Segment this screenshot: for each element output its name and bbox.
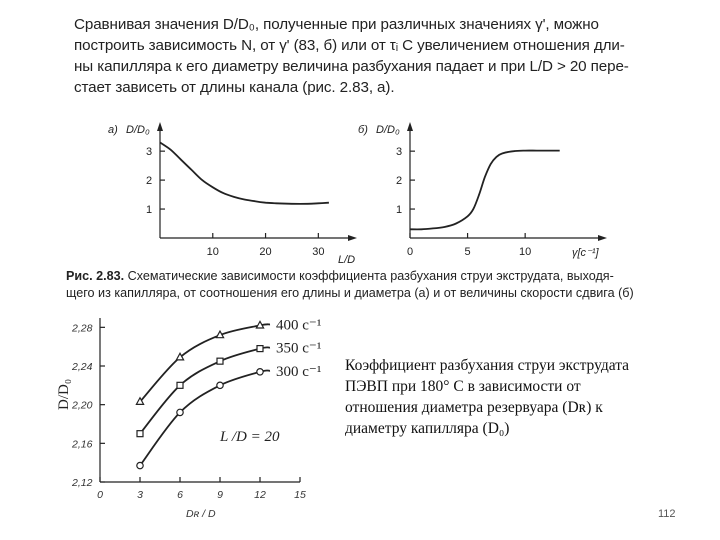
- y-tick-label: 3: [146, 146, 153, 159]
- chart-a-x-arrow: [348, 235, 357, 241]
- caption-line: Схематические зависимости коэффициента разбухания струи экструдата, выходя-: [124, 269, 614, 283]
- y-tick-label: 3: [396, 146, 403, 159]
- panel-a-label: а): [108, 124, 118, 136]
- data-point: [177, 382, 183, 388]
- x-tick-label: 6: [177, 489, 183, 501]
- y-tick-label: 2,28: [72, 322, 93, 335]
- figure-caption: [66, 268, 666, 302]
- note-line: отношения диаметра резервуара (Dʀ) к: [345, 399, 603, 416]
- y-tick-label: 2,20: [72, 399, 93, 412]
- x-tick-label: 5: [464, 246, 471, 258]
- data-point: [137, 431, 143, 437]
- chart-a-series-line: [160, 143, 329, 204]
- caption-line: щего из капилляра, от соотношения его длины и диаметра (а) и от величины скорости сдвига (б): [66, 286, 634, 300]
- data-point: [217, 358, 223, 364]
- y-tick-label: 2: [146, 175, 153, 188]
- chart-b-ylabel: D/D₀: [376, 124, 400, 136]
- chart-b-y-arrow: [407, 122, 413, 131]
- page-number: 112: [658, 508, 676, 520]
- paragraph-line: ны капилляра к его диаметру величина разбухания падает и при L/D > 20 пере-: [74, 58, 629, 75]
- y-tick-label: 2,24: [72, 361, 93, 373]
- data-point: [257, 346, 263, 352]
- series-line: [140, 370, 270, 465]
- chart-a-xlabel: L/D: [338, 254, 356, 266]
- chart-c-ylabel: D/D₀: [56, 378, 72, 410]
- series-label: 400 с⁻¹: [276, 317, 322, 334]
- data-point: [257, 369, 263, 375]
- paragraph-line: стает зависеть от длины канала (рис. 2.83, а).: [74, 79, 395, 96]
- chart-a-y-arrow: [157, 122, 163, 131]
- note-line: Коэффициент разбухания струи экструдата: [345, 357, 630, 374]
- chart-b-xlabel: γ[c⁻¹]: [572, 247, 599, 259]
- chart-a: [108, 122, 357, 266]
- chart-b-x-arrow: [598, 235, 607, 241]
- paragraph-line: построить зависимость N, от γ' (83, б) или от τᵢ С увеличением отношения дли-: [74, 37, 625, 54]
- x-tick-label: 20: [259, 246, 272, 258]
- data-point: [137, 462, 143, 468]
- paragraph-line: Сравнивая значения D/D₀, полученные при различных значениях γ', можно: [74, 16, 599, 33]
- y-tick-label: 1: [396, 204, 403, 217]
- series-label: 300 с⁻¹: [276, 363, 322, 380]
- x-tick-label: 15: [294, 489, 306, 501]
- y-tick-label: 2,12: [72, 477, 93, 489]
- x-tick-label: 30: [312, 246, 325, 258]
- chart-b-series-line: [410, 151, 560, 230]
- series-label: 350 с⁻¹: [276, 340, 322, 357]
- x-tick-label: 0: [406, 246, 414, 258]
- chart-c-annotation: L /D = 20: [220, 429, 280, 445]
- series-line: [140, 347, 270, 433]
- chart-c: [56, 317, 321, 520]
- x-tick-label: 10: [519, 246, 532, 258]
- x-tick-label: 9: [217, 489, 223, 501]
- panel-b-label: б): [358, 124, 368, 136]
- data-point: [217, 382, 223, 388]
- caption-label: Рис. 2.83.: [66, 269, 125, 283]
- chart-c-xlabel: Dʀ / D: [186, 508, 216, 520]
- chart-b: [358, 122, 607, 259]
- y-tick-label: 2: [396, 175, 403, 188]
- x-tick-label: 10: [206, 246, 219, 258]
- x-tick-label: 3: [137, 489, 143, 501]
- chart-a-ylabel: D/D₀: [126, 124, 150, 136]
- series-line: [140, 324, 270, 402]
- y-tick-label: 2,16: [72, 438, 93, 451]
- data-point: [177, 409, 183, 415]
- note-line: диаметру капилляра (D₀): [345, 420, 510, 437]
- y-tick-label: 1: [146, 204, 153, 217]
- x-tick-label: 0: [97, 489, 103, 501]
- figure-note: [345, 355, 695, 439]
- note-line: ПЭВП при 180° С в зависимости от: [345, 378, 581, 395]
- x-tick-label: 12: [254, 489, 266, 501]
